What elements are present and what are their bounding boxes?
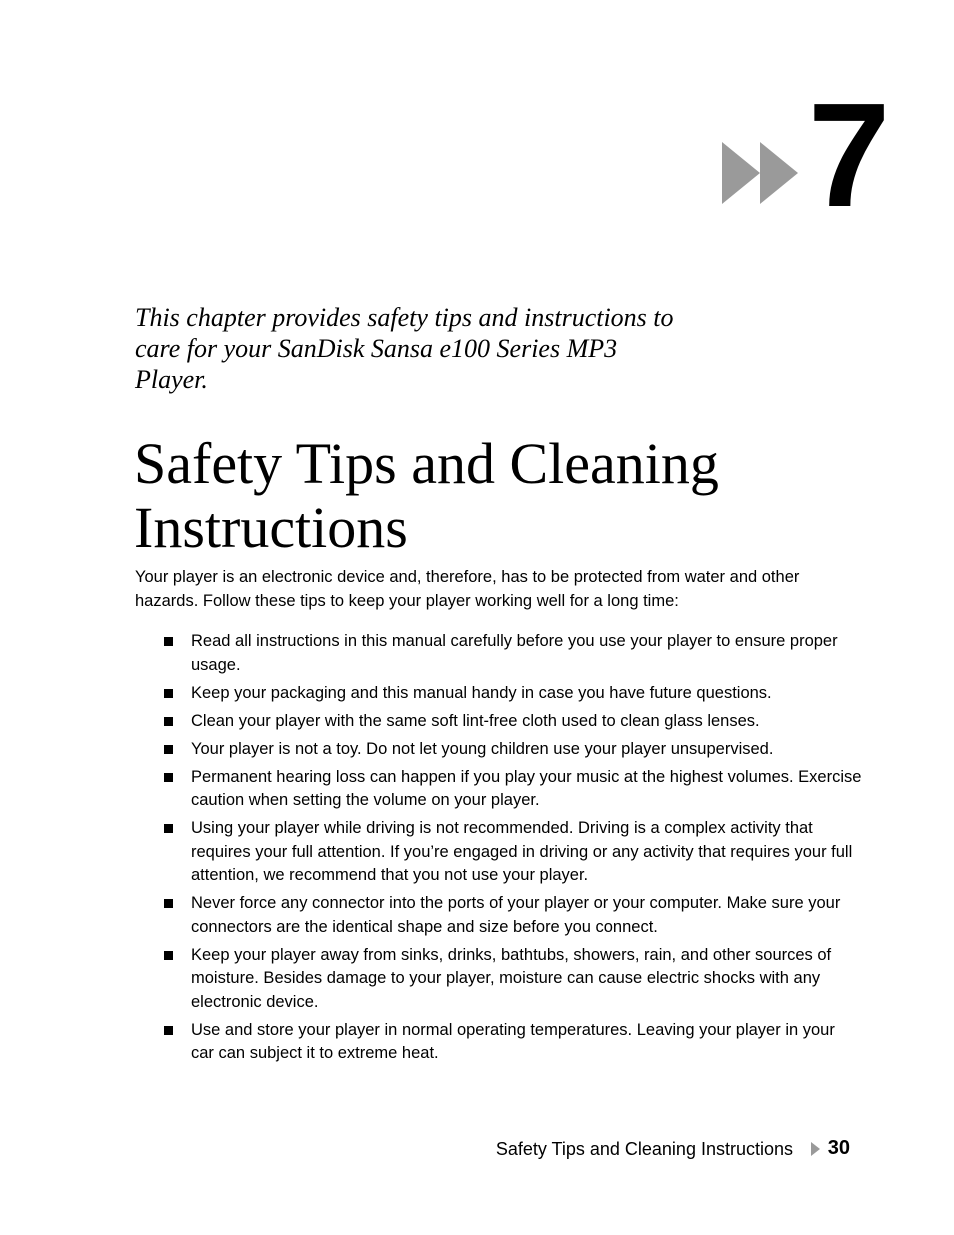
- square-bullet-icon: [164, 745, 173, 754]
- square-bullet-icon: [164, 1026, 173, 1035]
- list-item-text: Never force any connector into the ports of your player or your computer. Make sure your connectors are the identical shape and size before you connect.: [191, 894, 841, 936]
- list-item: [162, 766, 862, 813]
- list-item-text: Keep your player away from sinks, drinks, bathtubs, showers, rain, and other sources of moisture. Besides damage to your player, moisture can cause electric shocks with any electronic device.: [191, 945, 832, 1011]
- square-bullet-icon: [164, 717, 173, 726]
- list-item-text: Keep your packaging and this manual handy in case you have future questions.: [191, 683, 772, 702]
- list-item: [162, 738, 862, 762]
- fast-forward-icon: [720, 138, 800, 208]
- square-bullet-icon: [164, 689, 173, 698]
- list-item-text: Use and store your player in normal operating temperatures. Leaving your player in your car can subject it to extreme heat.: [191, 1020, 835, 1062]
- section-lead: Your player is an electronic device and, therefore, has to be protected from water and other hazards. Follow these tips to keep your player working well for a long time:: [135, 568, 800, 610]
- square-bullet-icon: [164, 773, 173, 782]
- chapter-number: 7: [808, 73, 891, 238]
- chapter-intro: This chapter provides safety tips and instructions to care for your SanDisk Sansa e100 Series MP3 Player.: [135, 303, 674, 394]
- list-item: [162, 817, 862, 888]
- list-item-text: Using your player while driving is not recommended. Driving is a complex activity that requires your full attention. If you’re engaged in driving or any activity that requires your full attention, we recommend that you not use your player.: [191, 819, 853, 884]
- list-item: [162, 892, 862, 939]
- list-item: [162, 710, 862, 734]
- list-item: [162, 682, 862, 706]
- square-bullet-icon: [164, 899, 173, 908]
- list-item-text: Read all instructions in this manual carefully before you use your player to ensure proper usage.: [191, 632, 838, 674]
- footer-title: Safety Tips and Cleaning Instructions: [495, 1139, 793, 1159]
- chapter-mark: [716, 73, 906, 238]
- square-bullet-icon: [164, 637, 173, 646]
- page-number: 30: [827, 1137, 850, 1159]
- list-item-text: Permanent hearing loss can happen if you play your music at the highest volumes. Exercise caution when setting the volume on your player.: [191, 767, 862, 809]
- section-title: Safety Tips and Cleaning Instructions: [134, 431, 719, 560]
- square-bullet-icon: [164, 824, 173, 833]
- list-item: [162, 630, 862, 677]
- list-item: [162, 944, 862, 1015]
- list-item-text: Clean your player with the same soft lint-free cloth used to clean glass lenses.: [191, 711, 760, 730]
- safety-tips-list: [162, 630, 862, 1070]
- list-item: [162, 1019, 862, 1066]
- page-footer: [400, 1136, 854, 1162]
- list-item-text: Your player is not a toy. Do not let young children use your player unsupervised.: [191, 739, 774, 758]
- square-bullet-icon: [164, 951, 173, 960]
- triangle-right-icon: [811, 1142, 820, 1156]
